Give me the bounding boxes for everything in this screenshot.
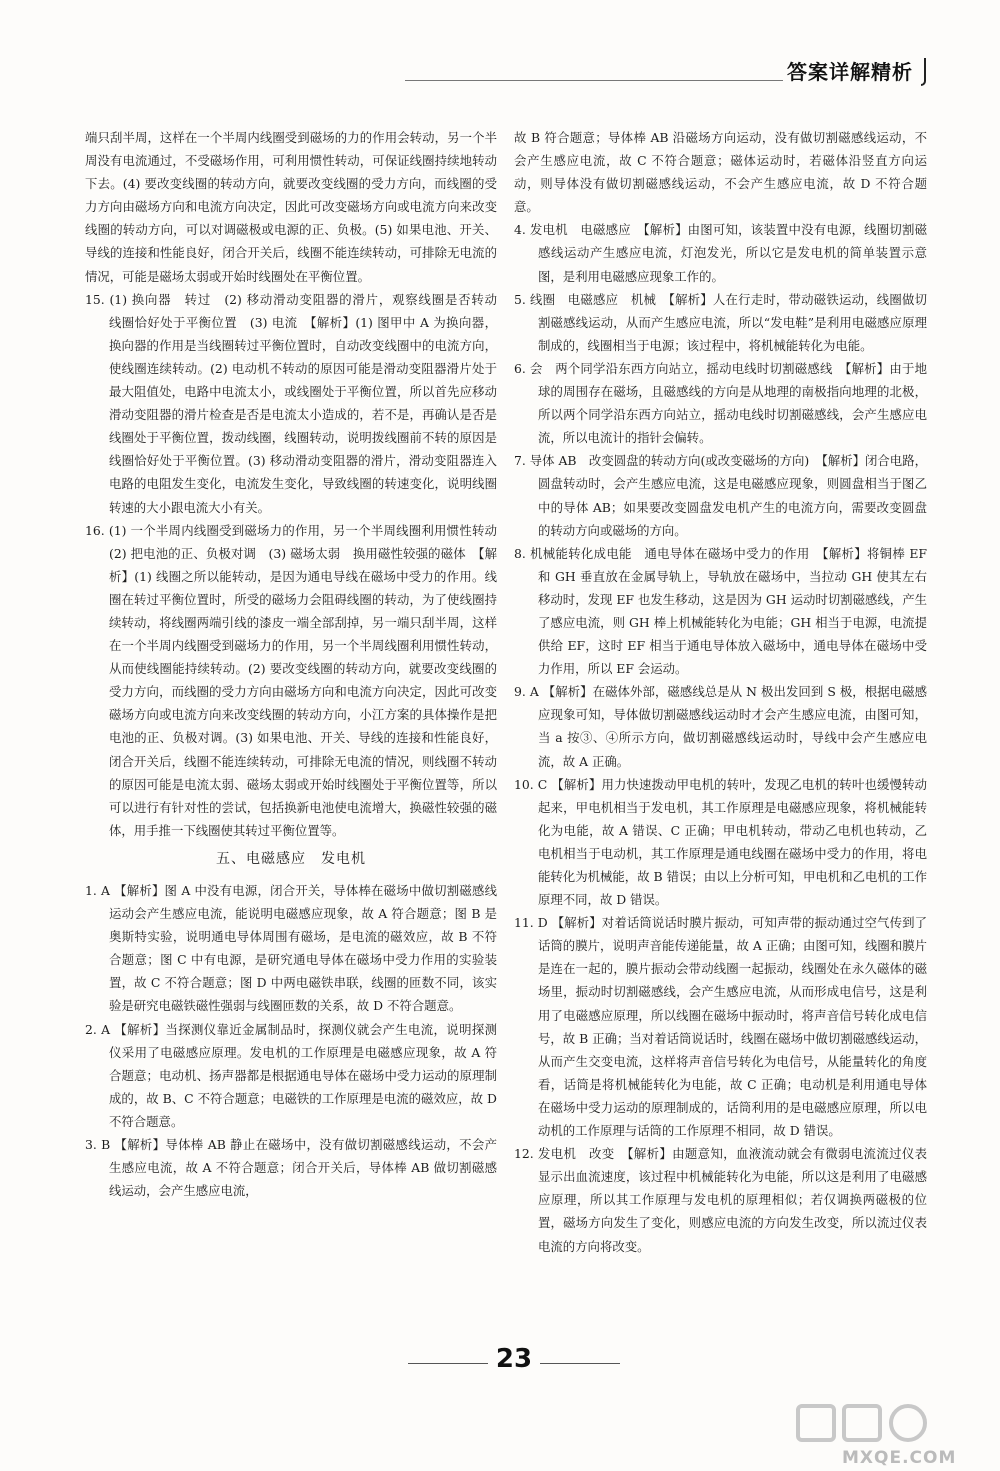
answer-7: 7. 导体 AB 改变圆盘的转动方向(或改变磁场的方向) 【解析】闭合电路，圆盘转动时，会产生感应电流，这是电磁感应现象，则圆盘相当于图乙中的导体 AB；如果要改变圆盘发电机产生的电流方向，需要改变圆盘的转动方向或磁场的方向。 [514, 453, 927, 538]
answer-9: 9. A 【解析】在磁体外部，磁感线总是从 N 极出发回到 S 极，根据电磁感应现象可知，导体做切割磁感线运动时才会产生感应电流，由图可知，当 a 按③、④所示方向，做切割磁感线运动时，导线中会产生感应电流，故 A 正确。 [514, 684, 927, 769]
left-column [85, 126, 510, 1202]
answer-8: 8. 机械能转化成电能 通电导体在磁场中受力的作用 【解析】将铜棒 EF 和 GH 垂直放在金属导轨上，导轨放在磁场中，当拉动 GH 使其左右移动时，发现 EF 也发生移动，这是因为 GH 运动时切割磁感线，产生了感应电流，则 GH 棒上机械能转化为电能；GH 相当于电源，电流提供给 EF，这时 EF 相当于通电导体放入磁场中，通电导体在磁场中受力作用，所以 EF 会运动。 [514, 545, 927, 677]
answer-11: 11. D 【解析】对着话筒说话时膜片振动，可知声带的振动通过空气传到了话筒的膜片，说明声音能传递能量，故 A 正确；由图可知，线圈和膜片是连在一起的，膜片振动会带动线圈一起振动，线圈处在永久磁体的磁场里，振动时切割磁感线，会产生感应电流，从而形成电信号，这是利用了电磁感应原理，所以线圈在磁场中振动时，将声音信号转化成电信号，故 B 正确；当对着话筒说话时，线圈在磁场中做切割磁感线运动，从而产生交变电流，这样将声音信号转化为电信号，从能量转化的角度看，话筒是将机械能转化为电能，故 C 正确；电动机是利用通电导体在磁场中受力运动的原理制成的，话筒利用的是电磁感应原理，所以电动机的工作原理与话筒的工作原理不相同，故 D 错误。 [514, 915, 927, 1139]
footer-rule-right [540, 1363, 620, 1364]
paragraph-continued: 故 B 符合题意；导体棒 AB 沿磁场方向运动，没有做切割磁感线运动，不会产生感应电流，故 C 不符合题意；磁体运动时，若磁体沿竖直方向运动，则导体没有做切割磁感线运动，不会产生感应电流，故 D 不符合题意。 [514, 130, 927, 215]
answer-3: 3. B 【解析】导体棒 AB 静止在磁场中，没有做切割磁感线运动，不会产生感应电流，故 A 不符合题意；闭合开关后，导体棒 AB 做切割磁感线运动，会产生感应电流， [85, 1137, 497, 1199]
header-rule [405, 80, 783, 81]
header-title: 答案详解精析 [787, 60, 913, 84]
page-number: 23 [495, 1344, 533, 1374]
answer-15: 15. (1) 换向器 转过 (2) 移动滑动变阻器的滑片，观察线圈是否转动 线圈恰好处于平衡位置 (3) 电流 【解析】(1) 图甲中 A 为换向器，换向器的作用是当线圈转过平衡位置时，自动改变线圈中的电流方向，使线圈连续转动。(2) 电动机不转动的原因可能是滑动变阻器滑片处于最大阻值处，电路中电流太小，或线圈处于平衡位置，所以首先应移动滑动变阻器的滑片检查是否是电流太小造成的，若不是，再确认是否是线圈处于平衡位置，拨动线圈，线圈转动，说明拨线圈前不转的原因是线圈恰好处于平衡位置。(3) 移动滑动变阻器的滑片，滑动变阻器连入电路的电阻发生变化，电流发生变化，导致线圈的转速变化，说明线圈转速的大小跟电流大小有关。 [85, 291, 510, 515]
answer-12: 12. 发电机 改变 【解析】由题意知，血液流动就会有微弱电流流过仪表显示出血流速度，该过程中机械能转化为电能，所以这是利用了电磁感应原理，所以其工作原理与发电机的原理相似；若仅调换两磁极的位置，磁场方向发生了变化，则感应电流的方向发生改变，所以流过仪表电流的方向将改变。 [514, 1146, 927, 1254]
paragraph-continued: 端只刮半周，这样在一个半周内线圈受到磁场的力的作用会转动，另一个半周没有电流通过，不受磁场作用，可利用惯性转动，可保证线圈持续地转动下去。(4) 要改变线圈的转动方向，就要改变线圈的受力方向，而线圈的受力方向由磁场方向和电流方向决定，因此可改变磁场方向或电流方向来改变线圈的转动方向，可以对调磁极或电源的正、负极。(5) 如果电池、开关、导线的连接和性能良好，闭合开关后，线圈不能连续转动，可排除无电流的情况，可能是磁场太弱或开始时线圈处在平衡位置。 [85, 130, 497, 284]
watermark-text: MXQE.COM [842, 1448, 957, 1468]
answer-2: 2. A 【解析】当探测仪靠近金属制品时，探测仪就会产生电流，说明探测仪采用了电磁感应原理。发电机的工作原理是电磁感应现象，故 A 符合题意；电动机、扬声器都是根据通电导体在磁场中受力运动的原理制成的，故 B、C 不符合题意；电磁铁的工作原理是电流的磁效应，故 D 不符合题意。 [85, 1021, 497, 1129]
footer-rule-left [408, 1363, 488, 1364]
header-bracket [921, 58, 926, 86]
answer-16: 16. (1) 一个半周内线圈受到磁场力的作用，另一个半周线圈利用惯性转动 (2) 把电池的正、负极对调 (3) 磁场太弱 换用磁性较强的磁体 【解析】(1) 线圈之所以能转动，是因为通电导线在磁场中受力的作用。线圈在转过平衡位置时，所受的磁场力会阻碍线圈的转动，为了使线圈持续转动，将线圈两端引线的漆皮一端全部刮掉，另一端只刮半周，这样在一个半周内线圈受到磁场力的作用，另一个半周线圈利用惯性转动，从而使线圈能持续转动。(2) 要改变线圈的转动方向，就要改变线圈的受力方向，而线圈的受力方向由磁场方向和电流方向决定，因此可改变磁场方向或电流方向来改变线圈的转动方向，小江方案的具体操作是把电池的正、负极对调。(3) 如果电池、开关、导线的连接和性能良好，闭合开关后，线圈不能连续转动，可排除无电流的情况，则线圈不转动的原因可能是电流太弱、磁场太弱或开始时线圈处于平衡位置等，所以可以进行有针对性的尝试，包括换新电池使电流增大，换磁性较强的磁体，用手推一下线圈使其转过平衡位置等。 [85, 522, 510, 838]
answer-4: 4. 发电机 电磁感应 【解析】由图可知，该装置中没有电源，线圈切割磁感线运动产生感应电流，灯泡发光，所以它是发电机的简单装置示意图，是利用电磁感应现象工作的。 [514, 222, 927, 284]
answer-6: 6. 会 两个同学沿东西方向站立，摇动电线时切割磁感线 【解析】由于地球的周围存在磁场，且磁感线的方向是从地理的南极指向地理的北极，所以两个同学沿东西方向站立，摇动电线时切割磁感线，会产生感应电流，所以电流计的指针会偏转。 [514, 360, 927, 446]
answer-10: 10. C 【解析】用力快速拨动甲电机的转叶，发现乙电机的转叶也缓慢转动起来，甲电机相当于发电机，其工作原理是电磁感应现象，将机械能转化为电能，故 A 错误、C 正确；甲电机转动，带动乙电机也转动，乙电机相当于电动机，其工作原理是通电线圈在磁场中受力的作用，将电能转化为机械能，故 B 错误；由以上分析可知，甲电机和乙电机的工作原理不同，故 D 错误。 [514, 776, 927, 908]
right-column [514, 126, 927, 1258]
section-title: 五、电磁感应 发电机 [216, 850, 366, 867]
answer-5: 5. 线圈 电磁感应 机械 【解析】人在行走时，带动磁铁运动，线圈做切割磁感线运动，从而产生感应电流，所以“发电鞋”是利用电磁感应原理制成的，线圈相当于电源；该过程中，将机械能转化为电能。 [514, 291, 927, 353]
answer-1: 1. A 【解析】图 A 中没有电源，闭合开关，导体棒在磁场中做切割磁感线运动会产生感应电流，能说明电磁感应现象，故 A 符合题意；图 B 是奥斯特实验，说明通电导体周围有磁场，是电流的磁效应，故 B 不符合题意；图 C 中有电源，是研究通电导体在磁场中受力作用的实验装置，故 C 不符合题意；图 D 中两电磁铁串联，线圈的匝数不同，该实验是研究电磁铁磁性强弱与线圈匝数的关系，故 D 不符合题意。 [85, 883, 497, 1014]
